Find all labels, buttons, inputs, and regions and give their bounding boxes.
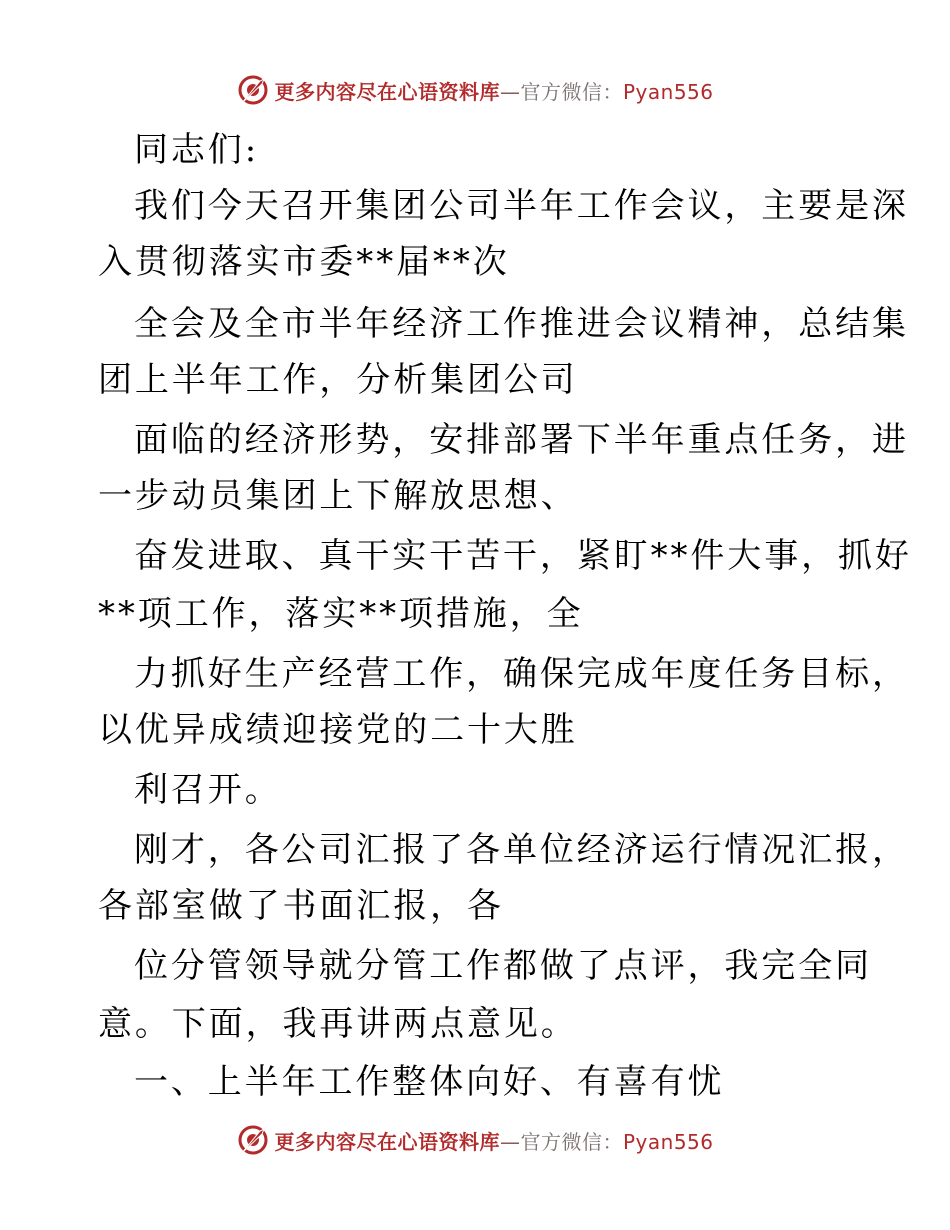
text-line: 我们今天召开集团公司半年工作会议，主要是深 [134, 186, 909, 226]
text-line: 奋发进取、真干实干苦干，紧盯**件大事，抓好 [134, 536, 912, 576]
watermark-text: 更多内容尽在心语资料库—官方微信：Pyan556 [274, 1129, 714, 1154]
text-line: 意。下面，我再讲两点意见。 [98, 1004, 578, 1044]
text-line: 以优异成绩迎接党的二十大胜 [98, 710, 578, 750]
text-line: 位分管领导就分管工作都做了点评，我完全同 [134, 946, 872, 986]
text-line: 利召开。 [134, 770, 282, 810]
pen-logo-icon [236, 1123, 270, 1157]
text-line: 入贯彻落实市委**届**次 [98, 242, 510, 282]
text-line: **项工作，落实**项措施，全 [98, 594, 584, 634]
text-line: 力抓好生产经营工作，确保完成年度任务目标， [134, 654, 909, 694]
text-line: 刚才，各公司汇报了各单位经济运行情况汇报， [134, 830, 909, 870]
text-line: 团上半年工作，分析集团公司 [98, 360, 578, 400]
watermark-text: 更多内容尽在心语资料库—官方微信：Pyan556 [274, 79, 714, 104]
text-line: 一、上半年工作整体向好、有喜有忧 [134, 1062, 725, 1102]
footer-watermark [0, 1118, 950, 1162]
text-line: 面临的经济形势，安排部署下半年重点任务，进 [134, 420, 909, 460]
text-line: 各部室做了书面汇报，各 [98, 886, 504, 926]
text-line: 全会及全市半年经济工作推进会议精神，总结集 [134, 304, 909, 344]
text-line: 一步动员集团上下解放思想、 [98, 476, 578, 516]
text-line: 同志们: [134, 130, 260, 170]
